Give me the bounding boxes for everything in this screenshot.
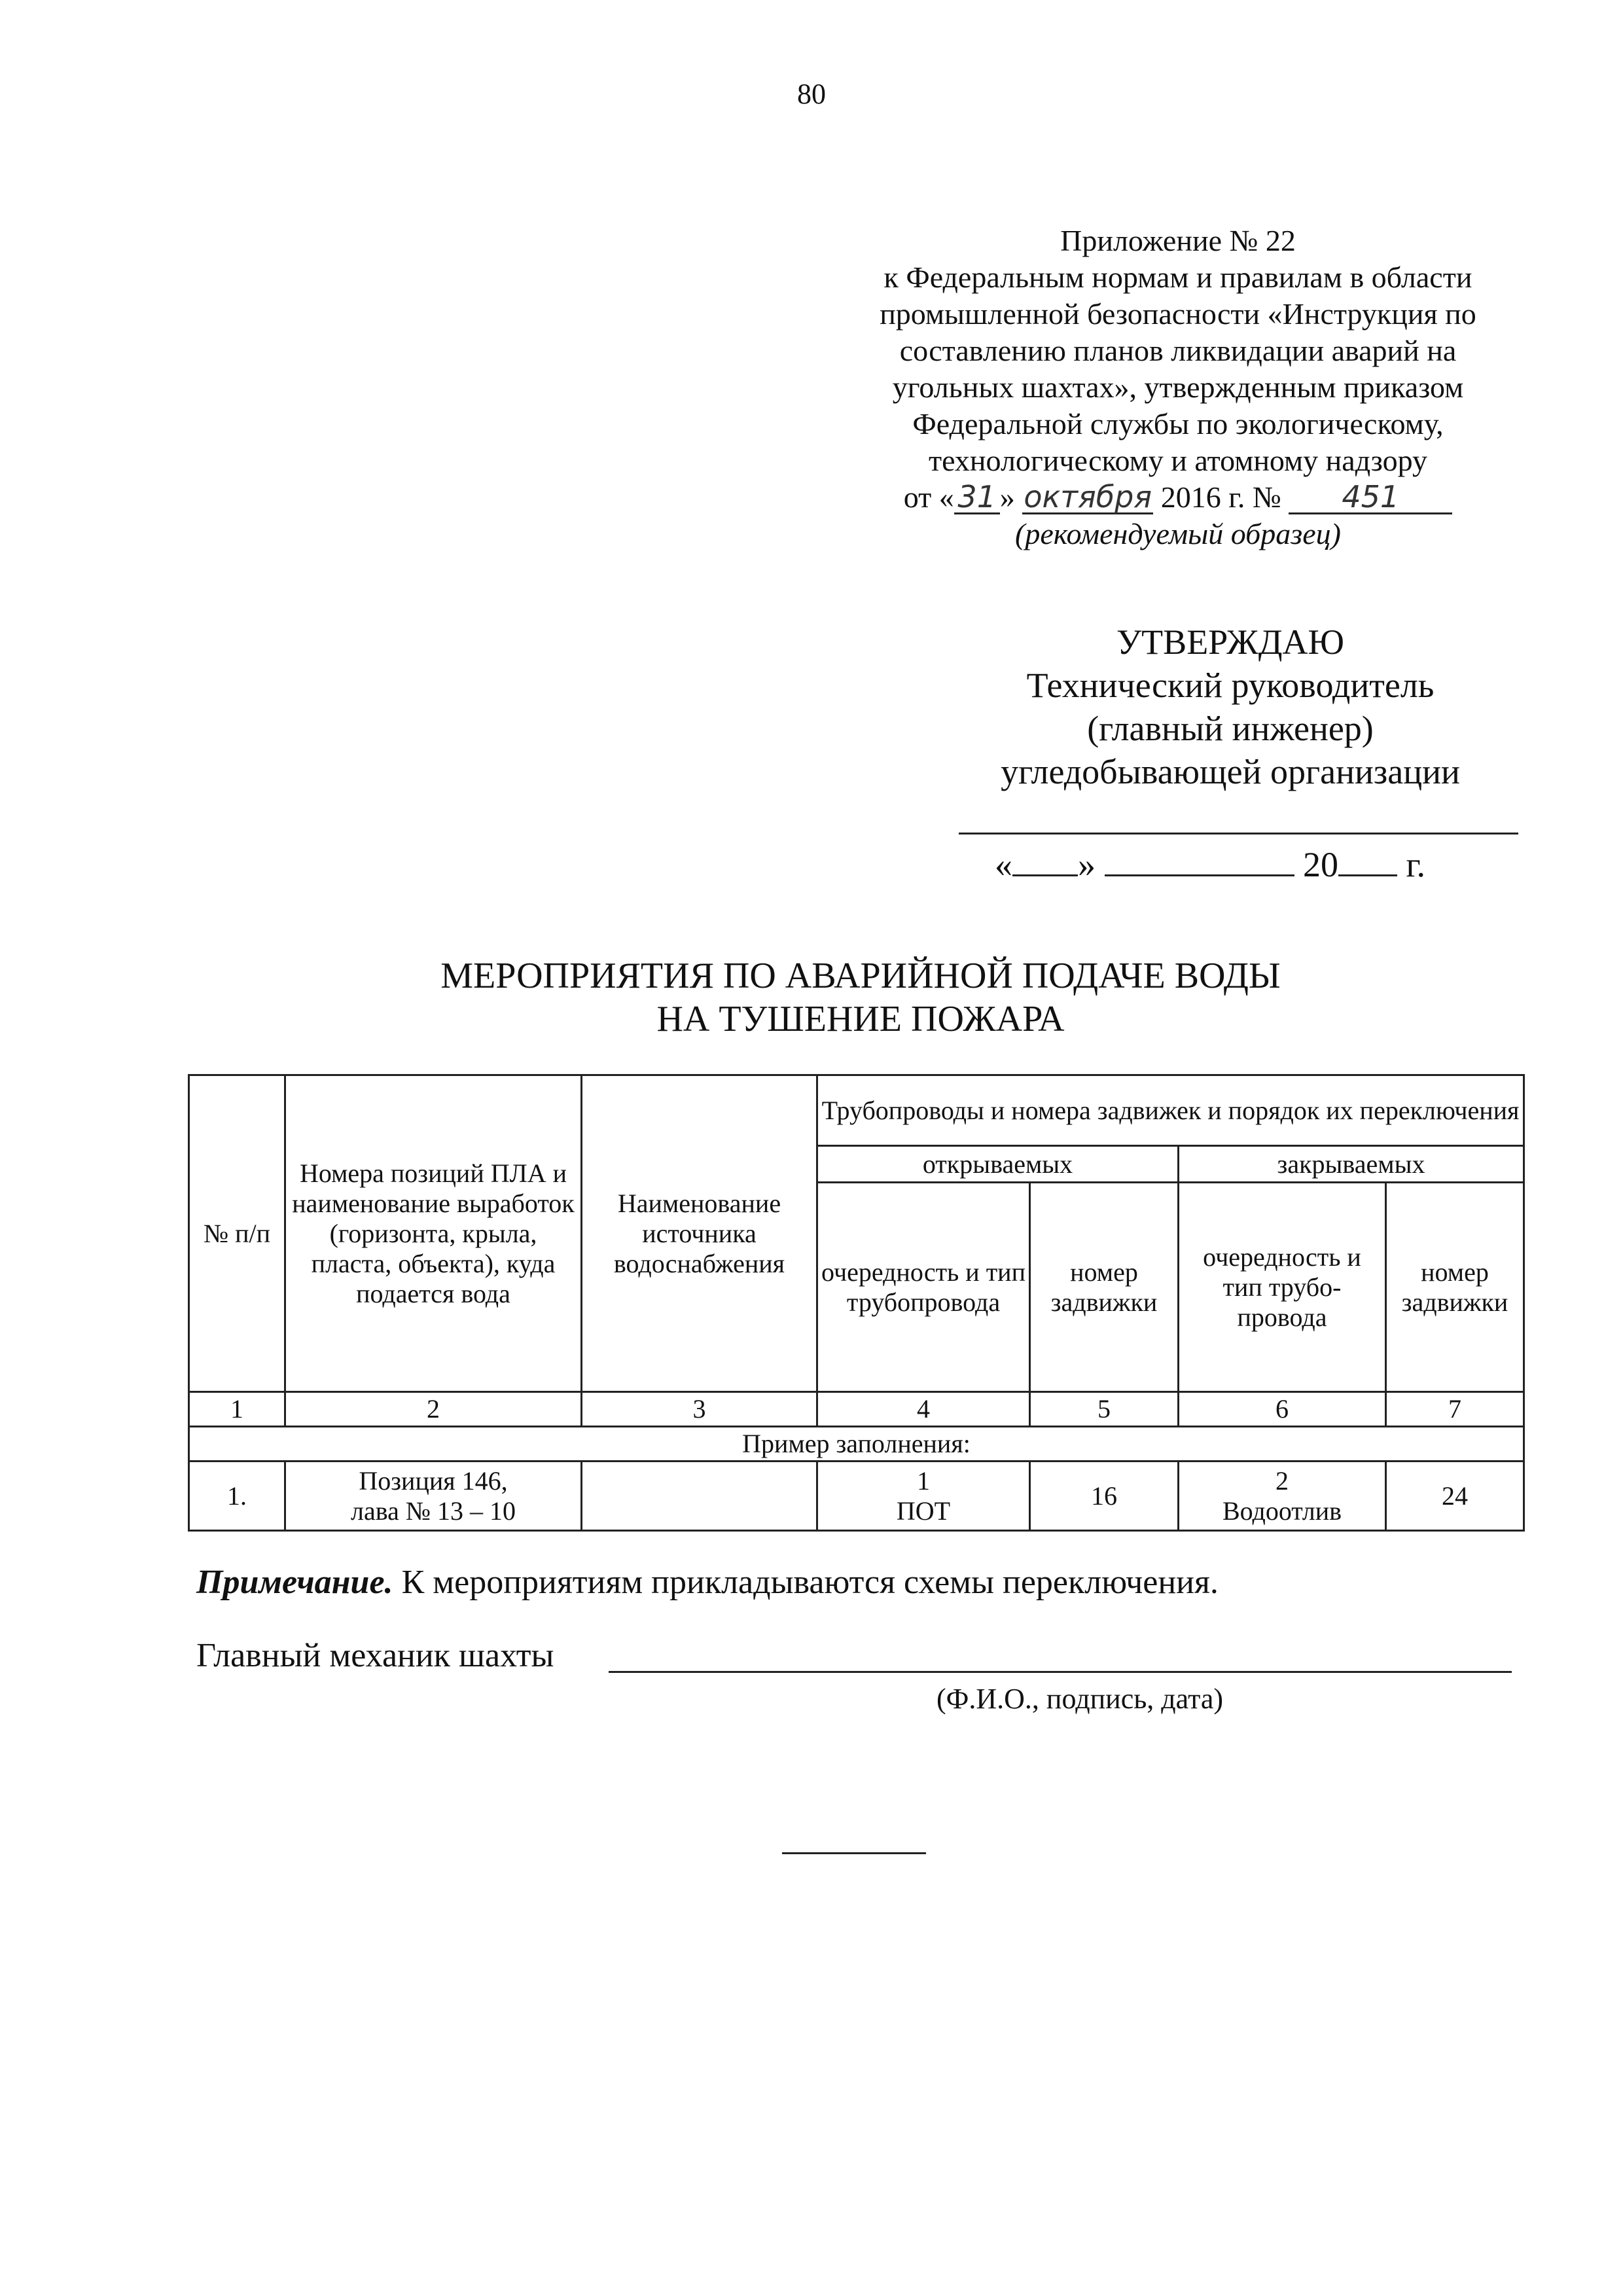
document-title (0, 954, 1623, 1041)
open-pipeline-type: ПОТ (896, 1496, 951, 1526)
column-number: 3 (582, 1392, 817, 1427)
header-open-order: очередность и тип трубопровода (817, 1183, 1030, 1392)
row-water-source (582, 1462, 817, 1531)
column-number: 2 (285, 1392, 582, 1427)
order-date-line (812, 479, 1544, 516)
column-number: 1 (189, 1392, 285, 1427)
row-close-order (1179, 1462, 1386, 1531)
row-open-valve: 16 (1030, 1462, 1179, 1531)
measures-table (188, 1074, 1525, 1532)
row-open-order (817, 1462, 1030, 1531)
header-opened: открываемых (817, 1146, 1179, 1183)
table-row (189, 1462, 1524, 1531)
approval-signature-line (959, 833, 1518, 834)
column-numbers-row (189, 1392, 1524, 1427)
approval-line: Технический руководитель (1026, 666, 1435, 705)
header-close-order: очередность и тип трубо-провода (1179, 1183, 1386, 1392)
date-year: 2016 г. № (1160, 480, 1281, 514)
handwritten-month: октября (1022, 481, 1153, 514)
note-label: Примечание. (196, 1564, 393, 1601)
appendix-line: составлению планов ликвидации аварий на (899, 334, 1457, 367)
column-number: 6 (1179, 1392, 1386, 1427)
header-close-valve: номер задвижки (1386, 1183, 1524, 1392)
page-number: 80 (797, 78, 826, 110)
month-blank (1105, 846, 1294, 876)
header-pipelines-group: Трубопроводы и номера задвижек и порядок их переключения (817, 1075, 1524, 1146)
year-prefix: 20 (1303, 845, 1338, 884)
mechanic-signature-line (609, 1671, 1512, 1673)
close-pipeline-type: Водоотлив (1222, 1496, 1342, 1526)
row-position (285, 1462, 582, 1531)
appendix-block (812, 223, 1544, 552)
handwritten-day: 31 (954, 481, 1000, 514)
appendix-line: промышленной безопасности «Инструкция по (880, 297, 1476, 331)
title-line-2: НА ТУШЕНИЕ ПОЖАРА (656, 999, 1065, 1039)
year-blank (1338, 846, 1397, 876)
position-line-2: лава № 13 – 10 (351, 1496, 516, 1526)
date-close-quote: » (1078, 845, 1096, 884)
position-line-1: Позиция 146, (359, 1465, 508, 1496)
open-order-number: 1 (917, 1465, 930, 1496)
row-close-valve: 24 (1386, 1462, 1524, 1531)
column-number: 7 (1386, 1392, 1524, 1427)
approval-line: (главный инженер) (1087, 709, 1374, 748)
sample-note: (рекомендуемый образец) (1015, 517, 1341, 550)
note-text: К мероприятиям прикладываются схемы переключения. (401, 1564, 1219, 1601)
mechanic-signature-hint: (Ф.И.О., подпись, дата) (936, 1683, 1224, 1715)
appendix-line: Приложение № 22 (1060, 224, 1296, 257)
header-number: № п/п (189, 1075, 285, 1392)
handwritten-order-number: 451 (1289, 481, 1452, 514)
note (196, 1563, 1219, 1602)
approval-line: УТВЕРЖДАЮ (1116, 622, 1345, 662)
header-closed: закрываемых (1179, 1146, 1524, 1183)
date-prefix: от « (903, 480, 954, 514)
appendix-line: угольных шахтах», утвержденным приказом (892, 370, 1464, 404)
header-water-source: Наименование источника водоснабжения (582, 1075, 817, 1392)
example-label: Пример заполнения: (189, 1427, 1524, 1462)
row-number: 1. (189, 1462, 285, 1531)
appendix-line: технологическому и атомному надзору (929, 444, 1427, 477)
mechanic-label: Главный механик шахты (196, 1637, 554, 1674)
close-order-number: 2 (1275, 1465, 1289, 1496)
approval-line: угледобывающей организации (1001, 752, 1460, 791)
column-number: 4 (817, 1392, 1030, 1427)
appendix-line: к Федеральным нормам и правилам в области (883, 260, 1472, 294)
header-positions: Номера позиций ПЛА и наименование выработок (горизонта, крыла, пласта, объекта), куда подается вода (285, 1075, 582, 1392)
header-open-valve: номер задвижки (1030, 1183, 1179, 1392)
approval-date-row (995, 844, 1518, 885)
day-blank (1012, 846, 1078, 876)
date-mid: » (999, 480, 1015, 514)
appendix-line: Федеральной службы по экологическому, (912, 407, 1444, 440)
approval-block (942, 620, 1518, 793)
title-line-1: МЕРОПРИЯТИЯ ПО АВАРИЙНОЙ ПОДАЧЕ ВОДЫ (440, 956, 1281, 996)
date-open-quote: « (995, 845, 1012, 884)
end-rule (782, 1852, 926, 1854)
column-number: 5 (1030, 1392, 1179, 1427)
year-suffix: г. (1406, 845, 1426, 884)
